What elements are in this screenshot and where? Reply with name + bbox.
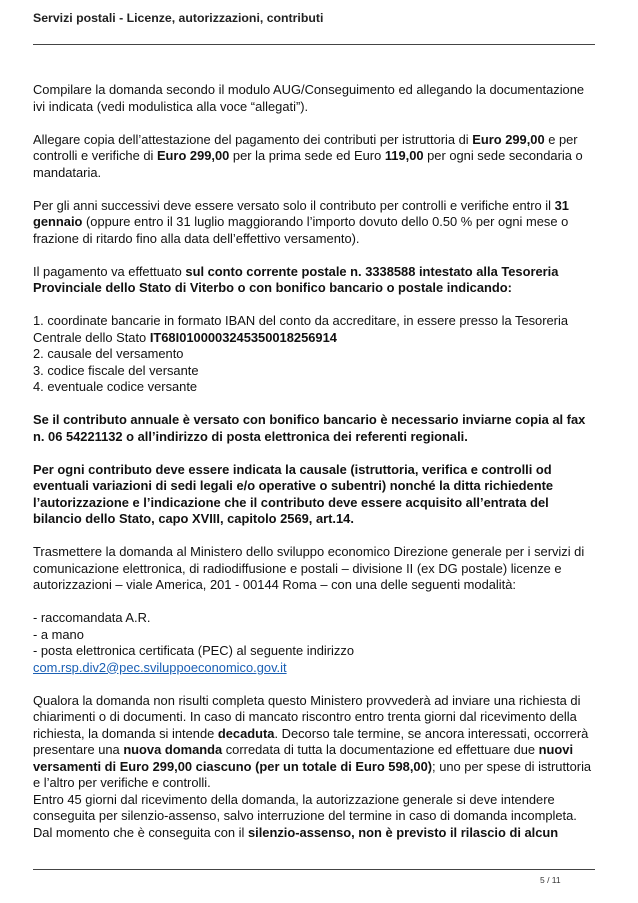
paragraph-instructions: Compilare la domanda secondo il modulo AUG/Conseguimento ed allegando la documentazione ivi indicata (vedi modulistica alla voce “allegati”). — [33, 82, 585, 114]
paragraph-payment-method: Il pagamento va effettuato sul conto corrente postale n. 3338588 intestato alla Tesoreria Provinciale dello Stato di Viterbo o con bonifico bancario o postale indicando: — [33, 263, 559, 295]
list-item: - posta elettronica certificata (PEC) al seguente indirizzo — [33, 643, 354, 658]
paragraph-fax-notice: Se il contributo annuale è versato con bonifico bancario è necessario inviarne copia al fax n. 06 54221132 o all’indirizzo di posta elettronica dei referenti regionali. — [33, 412, 586, 444]
postal-account: sul conto corrente postale n. 3338588 intestato alla Tesoreria Provinciale dello Stato di Viterbo o con bonifico bancario o postale indicando: — [33, 263, 559, 295]
footer-divider — [33, 869, 595, 870]
nuova-domanda-term: nuova domanda — [123, 742, 223, 757]
page-header-title: Servizi postali - Licenze, autorizzazioni, contributi — [33, 11, 324, 25]
amount-controlli: Euro 299,00 — [156, 148, 230, 163]
paragraph-causale: Per ogni contributo deve essere indicata la causale (istruttoria, verifica e controlli od eventuali variazioni di sedi legali e/o operative o subentri) nonché la ditta richiedente l’autorizzazione e l’indicazione che il contributo deve essere acquisito all’entrata del bilancio dello Stato, capo XVIII, capitolo 2569, art.14. — [33, 461, 554, 526]
list-item: 1. coordinate bancarie in formato IBAN del conto da accreditare, in essere presso la Tesoreria Centrale dello Stato — [33, 313, 569, 345]
list-delivery-methods — [33, 610, 599, 676]
paragraph-no-release: Dal momento che è conseguita con il silenzio-assenso, non è previsto il rilascio di alcun — [33, 824, 559, 840]
paragraph-payment-copy: Allegare copia dell’attestazione del pagamento dei contributi per istruttoria di Euro 299,00 e per controlli e verifiche di Euro 299,00 per la prima sede ed Euro 119,00 per ogni sede secondaria o mandataria. — [33, 131, 583, 180]
amount-sede-secondaria: 119,00 — [384, 148, 424, 163]
pec-email-link[interactable]: com.rsp.div2@pec.sviluppoeconomico.gov.it — [33, 659, 287, 675]
list-item: 4. eventuale codice versante — [33, 379, 198, 394]
header-divider — [33, 44, 595, 45]
paragraph-following-years: Per gli anni successivi deve essere versato solo il contributo per controlli e verifiche entro il 31 gennaio (oppure entro il 31 luglio maggiorando l’importo dovuto dello 0.50 % per ogni mese o frazione di ritardo fino alla data dell’effettivo versamento). — [33, 197, 569, 246]
document-body — [33, 82, 599, 841]
decaduta-term: decaduta — [217, 725, 275, 741]
iban-code: IT68I0100003245350018256914 — [149, 329, 337, 345]
page-number: 5 / 11 — [540, 875, 561, 885]
list-item: - a mano — [33, 626, 84, 642]
list-item: 3. codice fiscale del versante — [33, 362, 199, 378]
paragraph-silenzio-assenso: Entro 45 giorni dal ricevimento della domanda, la autorizzazione generale si deve intendere conseguita per silenzio-assenso, salvo interruzione del termine in caso di domanda incompleta. — [33, 791, 577, 823]
new-payments-term: nuovi versamenti di Euro 299,00 ciascuno (per un totale di Euro 598,00) — [33, 742, 574, 774]
list-item: 2. causale del versamento — [33, 346, 184, 361]
list-bank-details — [33, 313, 599, 396]
list-item: - raccomandata A.R. — [33, 610, 151, 625]
amount-istruttoria: Euro 299,00 — [472, 131, 545, 147]
deadline-date: 31 gennaio — [33, 197, 569, 229]
paragraph-transmission: Trasmettere la domanda al Ministero dello sviluppo economico Direzione generale per i servizi di comunicazione elettronica, di radiodiffusione e postali – divisione II (ex DG postale) licenze e autorizzazioni – viale America, 201 - 00144 Roma – con una delle seguenti modalità: — [33, 544, 585, 592]
paragraph-incomplete: Qualora la domanda non risulti completa questo Ministero provvederà ad inviare una richiesta di chiarimenti o di documenti. In caso di mancato riscontro entro trenta giorni dal ricevimento della richiesta, la domanda si intende decaduta. Decorso tale termine, se ancora interessati, occorrerà presentare una nuova domanda corredata di tutta la documentazione ed effettuare due nuovi versamenti di Euro 299,00 ciascuno (per un totale di Euro 598,00); uno per spese di istruttoria e l’altro per verifiche e controlli. — [33, 692, 592, 790]
